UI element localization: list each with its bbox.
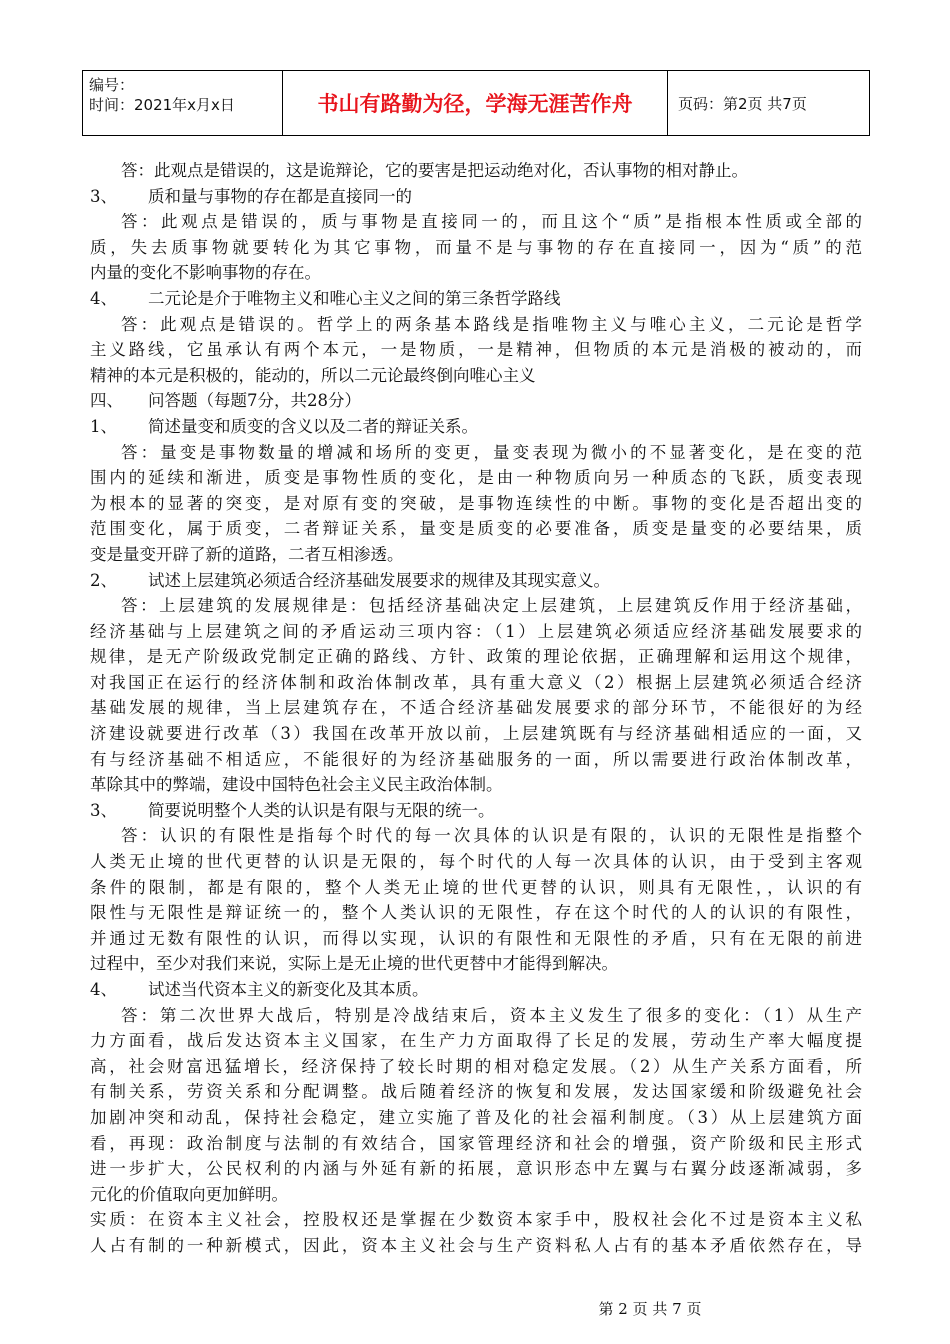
text-line: 人类无止境的世代更替的认识是无限的，每个时代的人每一次具体的认识，由于受到主客观	[90, 852, 862, 872]
text-line: 对我国正在运行的经济体制和政治体制改革，具有重大意义（2）根据上层建筑必须适合经济	[90, 672, 862, 692]
text-line: 答：第二次世界大战后，特别是冷战结束后，资本主义发生了很多的变化：（1）从生产	[121, 1005, 862, 1025]
text-line: 答：认识的有限性是指每个时代的每一次具体的认识是有限的，认识的无限性是指整个	[121, 826, 862, 846]
heading-text: 简述量变和质变的含义以及二者的辩证关系。	[148, 416, 478, 436]
page-header	[82, 70, 870, 136]
heading-number: 2、	[90, 570, 117, 590]
number-label: 编号：	[89, 76, 135, 94]
heading-text: 质和量与事物的存在都是直接同一的	[148, 186, 412, 206]
text-line: 答：量变是事物数量的增减和场所的变更，量变表现为微小的不显著变化，是在变的范	[121, 442, 862, 462]
section-heading	[90, 388, 862, 414]
text-line: 元化的价值取向更加鲜明。	[90, 1184, 288, 1204]
text-line: 过程中，至少对我们来说，实际上是无止境的世代更替中才能得到解决。	[90, 954, 618, 974]
text-line: 并通过无数有限性的认识，而得以实现，认识的有限性和无限性的矛盾，只有在无限的前进	[90, 928, 862, 948]
text-line: 围内的延续和渐进，质变是事物性质的变化，是由一种物质向另一种质态的飞跃，质变表现	[90, 468, 862, 488]
text-line: 答：此观点是错误的，质与事物是直接同一的，而且这个“质”是指根本性质或全部的	[121, 212, 862, 232]
heading-number: 3、	[90, 800, 117, 820]
text-line: 内量的变化不影响事物的存在。	[90, 263, 321, 283]
heading-number: 1、	[90, 416, 117, 436]
heading-text: 二元论是介于唯物主义和唯心主义之间的第三条哲学路线	[148, 288, 561, 308]
section-heading	[90, 798, 862, 824]
heading-text: 试述上层建筑必须适合经济基础发展要求的规律及其现实意义。	[148, 570, 610, 590]
text-line: 答：上层建筑的发展规律是：包括经济基础决定上层建筑，上层建筑反作用于经济基础，	[121, 596, 862, 616]
heading-text: 试述当代资本主义的新变化及其本质。	[148, 980, 429, 999]
text-line: 范围变化，属于质变，二者辩证关系，量变是质变的必要准备，质变是量变的必要结果，质	[90, 519, 862, 539]
text-line: 高，社会财富迅猛增长，经济保持了较长时期的相对稳定发展。（2）从生产关系方面看，所	[90, 1056, 862, 1076]
text-line: 有与经济基础不相适应，不能很好的为经济基础服务的一面，所以需要进行政治体制改革，	[90, 749, 862, 769]
text-line: 经济基础与上层建筑之间的矛盾运动三项内容：（1）上层建筑必须适应经济基础发展要求的	[90, 621, 862, 641]
section-heading	[90, 286, 862, 312]
text-line: 答：此观点是错误的，这是诡辩论，它的要害是把运动绝对化，否认事物的相对静止。	[121, 161, 748, 180]
header-page-label: 页码：第2页 共7页	[678, 94, 807, 113]
text-line: 实质：在资本主义社会，控股权还是掌握在少数资本家手中，股权社会化不过是资本主义私	[90, 1210, 862, 1230]
heading-text: 问答题（每题7分，共28分）	[148, 391, 361, 411]
text-line: 进一步扩大，公民权利的内涵与外延有新的拓展，意识形态中左翼与右翼分歧逐渐减弱，多	[90, 1159, 862, 1179]
header-meta	[83, 71, 283, 135]
heading-number: 4、	[90, 980, 117, 999]
text-line: 规律，是无产阶级政党制定正确的路线、方针、政策的理论依据，正确理解和运用这个规律，	[90, 647, 862, 667]
text-line: 看，再现：政治制度与法制的有效结合，国家管理经济和社会的增强，资产阶级和民主形式	[90, 1133, 862, 1153]
text-line: 变是量变开辟了新的道路，二者互相渗透。	[90, 544, 404, 564]
time-label: 时间：2021年x月x日	[89, 96, 235, 114]
text-line: 济建设就要进行改革（3）我国在改革开放以前，上层建筑既有与经济基础相适应的一面，又	[90, 724, 862, 744]
text-line: 基础发展的规律，当上层建筑存在，不适合经济基础发展要求的部分环节，不能很好的为经	[90, 698, 862, 718]
text-line: 质，失去质事物就要转化为其它事物，而量不是与事物的存在直接同一，因为“质”的范	[90, 237, 862, 257]
text-line: 主义路线，它虽承认有两个本元，一是物质，一是精神，但物质的本元是消极的被动的，而	[90, 340, 862, 360]
text-line: 为根本的显著的突变，是对原有变的突破，是事物连续性的中断。事物的变化是否超出变的	[90, 493, 862, 513]
section-heading	[90, 977, 862, 1003]
text-line: 条件的限制，都是有限的，整个人类无止境的世代更替的认识，则具有无限性，，认识的有	[90, 877, 862, 897]
text-line: 革除其中的弊端，建设中国特色社会主义民主政治体制。	[90, 775, 503, 795]
text-line: 加剧冲突和动乱，保持社会稳定，建立实施了普及化的社会福利制度。（3）从上层建筑方面	[90, 1107, 862, 1127]
section-heading	[90, 414, 862, 440]
header-motto: 书山有路勤为径，学海无涯苦作舟	[283, 71, 668, 135]
section-heading	[90, 568, 862, 594]
page-footer: 第 2 页 共 7 页	[598, 1300, 702, 1318]
text-line: 精神的本元是积极的，能动的，所以二元论最终倒向唯心主义	[90, 365, 536, 385]
heading-number: 四、	[90, 391, 123, 411]
heading-number: 3、	[90, 186, 117, 206]
text-line: 力方面看，战后发达资本主义国家，在生产力方面取得了长足的发展，劳动生产率大幅度提	[90, 1031, 862, 1051]
heading-text: 简要说明整个人类的认识是有限与无限的统一。	[148, 800, 495, 820]
text-line: 答：此观点是错误的。哲学上的两条基本路线是指唯物主义与唯心主义，二元论是哲学	[121, 314, 862, 334]
text-line: 限性与无限性是辩证统一的，整个人类认识的无限性，存在这个时代的人的认识的有限性，	[90, 903, 862, 923]
heading-number: 4、	[90, 288, 117, 308]
document-body	[90, 158, 862, 1259]
section-heading	[90, 184, 862, 210]
text-line: 人占有制的一种新模式，因此，资本主义社会与生产资料私人占有的基本矛盾依然存在，导	[90, 1235, 862, 1255]
text-line: 有制关系，劳资关系和分配调整。战后随着经济的恢复和发展，发达国家缓和阶级避免社会	[90, 1082, 862, 1102]
